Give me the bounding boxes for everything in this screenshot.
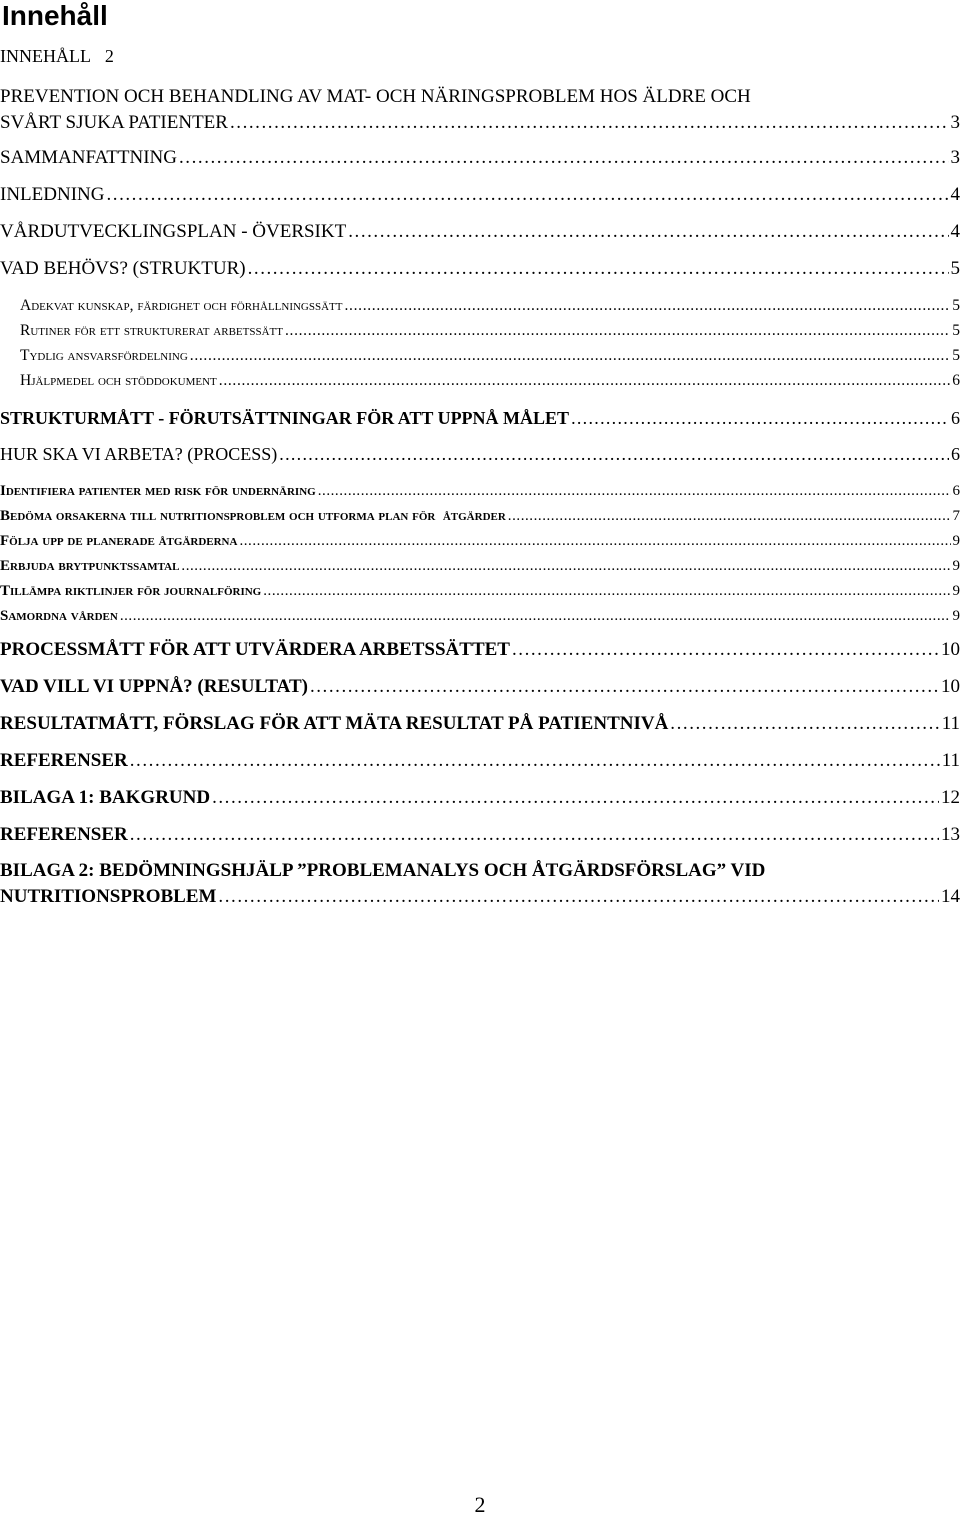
- toc-entry-resultatmatt[interactable]: [0, 711, 960, 737]
- toc-dot-leader: [106, 182, 948, 208]
- toc-entry-text: REFERENSER: [0, 824, 128, 845]
- toc-entry-hur-ska-vi-arbeta[interactable]: [0, 441, 960, 467]
- toc-entry-text: VAD VILL VI UPPNÅ? (RESULTAT): [0, 676, 308, 697]
- toc-entry-page: 6: [952, 483, 960, 499]
- toc-dot-leader: [318, 481, 951, 501]
- toc-entry-text: Hjälpmedel och stöddokument: [20, 372, 217, 389]
- toc-dot-leader: [120, 606, 951, 626]
- toc-entry-referenser[interactable]: [0, 748, 960, 774]
- toc-dot-leader: [348, 219, 948, 245]
- toc-entry-strukturmatt[interactable]: [0, 405, 960, 431]
- toc-entry-page: 9: [952, 608, 960, 624]
- toc-entry-page: 3: [950, 112, 960, 133]
- toc-entry-vad-vill-vi-uppna[interactable]: [0, 674, 960, 700]
- toc-dot-leader: [181, 556, 950, 576]
- toc-entry-text: Samordna vården: [0, 608, 118, 624]
- toc-entry-page: 11: [941, 713, 960, 734]
- toc-entry-page: 6: [951, 444, 960, 464]
- toc-dot-leader: [218, 884, 939, 910]
- toc-entry-vardutvecklingsplan[interactable]: [0, 219, 960, 245]
- toc-entry-text: VAD BEHÖVS? (STRUKTUR): [0, 258, 246, 279]
- toc-entry-text: Erbjuda brytpunktssamtal: [0, 558, 180, 574]
- toc-entry-page: 4: [950, 221, 960, 242]
- toc-entry-text: RESULTATMÅTT, FÖRSLAG FÖR ATT MÄTA RESULTAT PÅ PATIENTNIVÅ: [0, 713, 669, 734]
- toc-dot-leader: [219, 371, 950, 391]
- toc-entry-hjalpmedel[interactable]: [0, 371, 960, 391]
- toc-entry-page: 14: [941, 886, 960, 907]
- toc-entry-prevention[interactable]: [0, 84, 960, 136]
- toc-dot-leader: [130, 748, 940, 774]
- toc-dot-leader: [248, 256, 949, 282]
- toc-entry-text: Adekvat kunskap, färdighet och förhållningssätt: [20, 297, 343, 314]
- toc-entry-sammanfattning[interactable]: [0, 145, 960, 171]
- toc-entry-text: Tydlig ansvarsfördelning: [20, 347, 188, 364]
- toc-entry-text: BILAGA 1: BAKGRUND: [0, 787, 211, 808]
- toc-entry-text: Identifiera patienter med risk för undernäring: [0, 483, 316, 499]
- toc-entry-text: Tillämpa riktlinjer för journalföring: [0, 583, 262, 599]
- toc-dot-leader: [670, 711, 939, 737]
- toc-entry-text: NUTRITIONSPROBLEM: [0, 886, 217, 907]
- toc-entry-page: 3: [950, 147, 960, 168]
- toc-dot-leader: [212, 785, 939, 811]
- toc-entry-text: HUR SKA VI ARBETA? (PROCESS): [0, 444, 278, 464]
- toc-dot-leader: [230, 110, 949, 136]
- toc-entry-referenser-2[interactable]: [0, 822, 960, 848]
- toc-entry-inledning[interactable]: [0, 182, 960, 208]
- toc-dot-leader: [239, 531, 950, 551]
- toc-entry-page: 5: [950, 258, 960, 279]
- toc-dot-leader: [190, 346, 950, 366]
- toc-entry-rutiner[interactable]: [0, 321, 960, 341]
- toc-dot-leader: [285, 321, 950, 341]
- toc-entry-page: 5: [952, 297, 960, 314]
- toc-dot-leader: [310, 674, 939, 700]
- toc-entry-page: 9: [952, 558, 960, 574]
- toc-entry-page: 10: [941, 639, 960, 660]
- toc-entry-tydlig-ansvarsfordelning[interactable]: [0, 346, 960, 366]
- toc-entry-page: 6: [951, 408, 960, 428]
- toc-entry-adekvat-kunskap[interactable]: [0, 296, 960, 316]
- toc-entry-samordna-varden[interactable]: [0, 606, 960, 626]
- toc-entry-text: VÅRDUTVECKLINGSPLAN - ÖVERSIKT: [0, 221, 347, 242]
- toc-entry-erbjuda-brytpunktssamtal[interactable]: [0, 556, 960, 576]
- toc-entry-vad-behovs[interactable]: [0, 256, 960, 282]
- toc-entry-tillampa-riktlinjer[interactable]: [0, 581, 960, 601]
- toc-entry-page: 9: [952, 533, 960, 549]
- toc-entry-text: SAMMANFATTNING: [0, 147, 177, 168]
- toc-entry-page: 11: [941, 750, 960, 771]
- toc-entry-page: 5: [952, 347, 960, 364]
- toc-entry-text: PROCESSMÅTT FÖR ATT UTVÄRDERA ARBETSSÄTTET: [0, 639, 510, 660]
- toc-dot-leader: [508, 506, 951, 526]
- toc-entry-text: Följa upp de planerade åtgärderna: [0, 533, 238, 549]
- toc-entry-identifiera[interactable]: [0, 481, 960, 501]
- toc-entry-innehall[interactable]: [0, 44, 960, 68]
- page-number: 2: [474, 1492, 486, 1517]
- toc-entry-page: 5: [952, 322, 960, 339]
- toc-entry-text: REFERENSER: [0, 750, 128, 771]
- toc-dot-leader: [279, 441, 949, 467]
- toc-entry-text-first-line: PREVENTION OCH BEHANDLING AV MAT- OCH NÄRINGSPROBLEM HOS ÄLDRE OCH: [0, 86, 751, 107]
- toc-entry-page: 13: [941, 824, 960, 845]
- toc-entry-text: Bedöma orsakerna till nutritionsproblem och utforma plan för åtgärder: [0, 508, 506, 524]
- toc-dot-leader: [512, 637, 939, 663]
- toc-entry-text: INNEHÅLL: [0, 46, 91, 66]
- toc-dot-leader: [571, 405, 949, 431]
- toc-entry-page: 9: [952, 583, 960, 599]
- toc-entry-folja-upp[interactable]: [0, 531, 960, 551]
- toc-entry-text-first-line: BILAGA 2: BEDÖMNINGSHJÄLP ”PROBLEMANALYS OCH ÅTGÄRDSFÖRSLAG” VID: [0, 860, 766, 881]
- toc-entry-page: 6: [952, 372, 960, 389]
- toc-dot-leader: [263, 581, 950, 601]
- toc-entry-page: 4: [950, 184, 960, 205]
- toc-entry-text: SVÅRT SJUKA PATIENTER: [0, 112, 228, 133]
- toc-entry-bedoma-orsakerna[interactable]: [0, 506, 960, 526]
- toc-entry-page: 12: [941, 787, 960, 808]
- toc-entry-text: Rutiner för ett strukturerat arbetssätt: [20, 322, 283, 339]
- toc-entry-text: INLEDNING: [0, 184, 105, 205]
- toc-dot-leader: [130, 822, 939, 848]
- toc-entry-page: 2: [104, 46, 114, 66]
- toc-entry-bilaga-1[interactable]: [0, 785, 960, 811]
- toc-entry-bilaga-2[interactable]: [0, 858, 960, 910]
- page-title: Innehåll: [2, 0, 108, 31]
- toc-dot-leader: [345, 296, 951, 316]
- toc-entry-page: 10: [941, 676, 960, 697]
- toc-entry-text: STRUKTURMÅTT - FÖRUTSÄTTNINGAR FÖR ATT UPPNÅ MÅLET: [0, 408, 570, 428]
- toc-dot-leader: [179, 145, 949, 171]
- toc-entry-page: 7: [952, 508, 960, 524]
- toc-entry-processmatt[interactable]: [0, 637, 960, 663]
